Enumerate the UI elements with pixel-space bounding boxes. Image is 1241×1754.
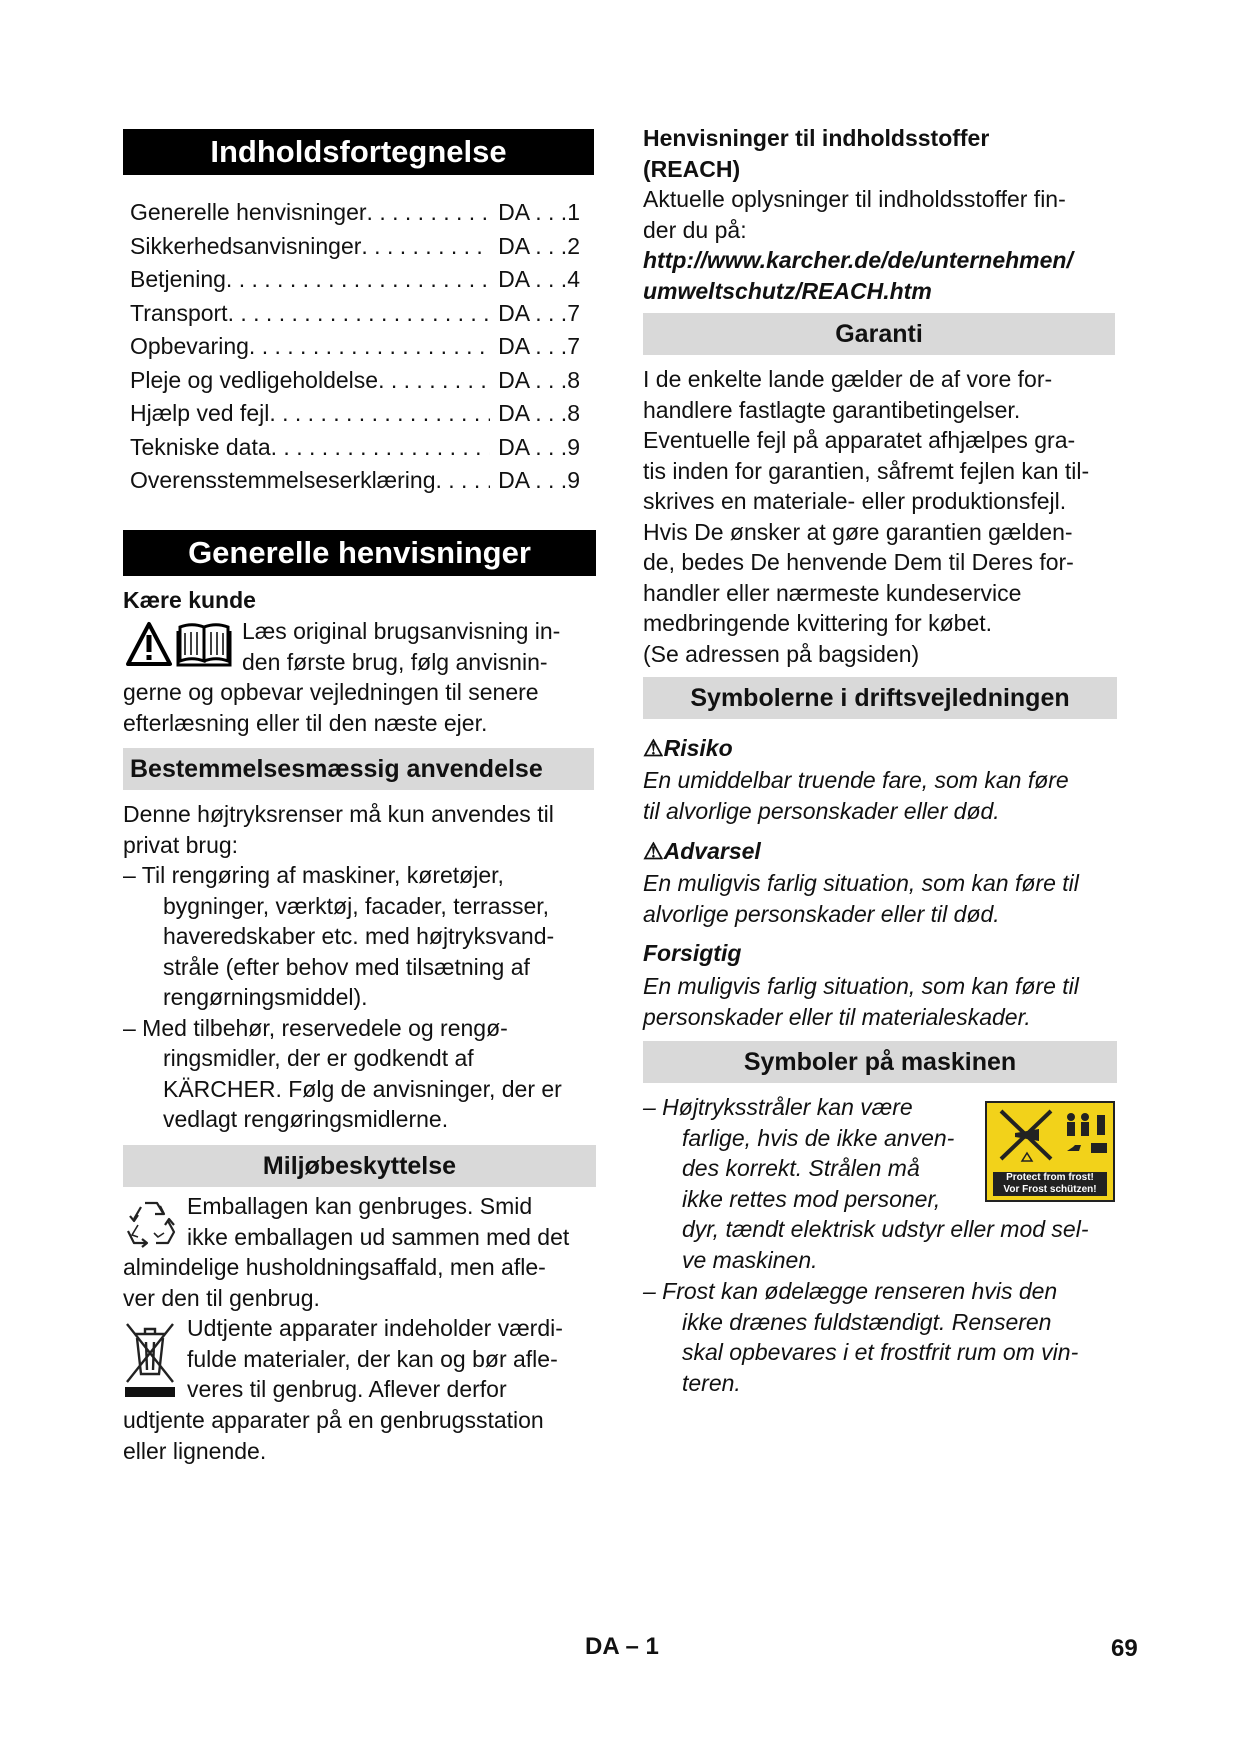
toc-entry[interactable] <box>130 297 580 331</box>
text-line: handlere fastlagte garantibetingelser. <box>643 396 1021 423</box>
toc-heading: Indholdsfortegnelse <box>123 129 594 175</box>
toc-entry[interactable] <box>130 431 580 465</box>
toc-entry-page: DA . . .7 <box>498 333 580 359</box>
text-line: Denne højtryksrenser må kun anvendes til <box>123 801 554 827</box>
text-line: vedlagt rengøringsmidlerne. <box>163 1106 449 1132</box>
intended-use-text <box>123 799 601 1135</box>
toc-entry[interactable] <box>130 230 580 264</box>
sticker-text-1: Protect from frost! <box>993 1172 1107 1184</box>
packaging-text-indented <box>187 1191 607 1252</box>
text-line: En umiddelbar truende fare, som kan føre <box>643 767 1069 793</box>
toc-entry-label: Hjælp ved fejl <box>130 400 270 426</box>
toc-entry-label: Tekniske data <box>130 433 271 460</box>
recycle-icon <box>124 1199 178 1251</box>
toc-leader-dots <box>269 397 490 431</box>
weee-crossed-bin-icon <box>123 1320 177 1400</box>
text-line: Emballagen kan genbruges. Smid <box>187 1193 533 1219</box>
text-line: dyr, tændt elektrisk udstyr eller mod sel- <box>682 1216 1089 1242</box>
text-line: medbringende kvittering for købet. <box>643 610 993 636</box>
text-line: teren. <box>682 1369 741 1396</box>
risk-title: Risiko <box>663 735 733 761</box>
text-line: stråle (efter behov med tilsætning af <box>163 953 530 980</box>
page-number: 69 <box>1111 1635 1138 1662</box>
text-line: udtjente apparater på en genbrugsstation <box>123 1407 544 1433</box>
toc-entry[interactable] <box>130 397 580 431</box>
text-line: skal opbevares i et frostfrit rum om vin- <box>682 1339 1079 1365</box>
toc-entry-label: Betjening <box>130 266 226 292</box>
warning-read-manual-icon <box>126 621 232 669</box>
text-line: I de enkelte lande gælder de af vore for- <box>643 366 1053 392</box>
text-line: (Se adressen på bagsiden) <box>643 640 920 667</box>
text-line: bygninger, værktøj, facader, terrasser, <box>163 892 550 919</box>
frost-warning-sticker <box>985 1101 1115 1202</box>
list-item-first-line: – Med tilbehør, reservedele og rengø- <box>123 1014 508 1041</box>
toc-leader-dots <box>226 263 490 297</box>
text-line: den første brug, følg anvisnin- <box>242 648 548 675</box>
reach-heading <box>643 123 1123 184</box>
text-line: fulde materialer, der kan og bør afle- <box>187 1345 558 1372</box>
toc-leader-dots <box>228 297 491 331</box>
text-line: personskader eller til materialeskader. <box>643 1003 1031 1030</box>
url-line: umweltschutz/REACH.htm <box>643 277 932 304</box>
text-line: efterlæsning eller til den næste ejer. <box>123 709 488 736</box>
warranty-heading: Garanti <box>643 313 1115 355</box>
text-line: til alvorlige personskader eller død. <box>643 797 1000 824</box>
list-item-first-line: – Til rengøring af maskiner, køretøjer, <box>123 862 504 888</box>
toc-entry-label: Generelle henvisninger <box>130 199 367 225</box>
warning-title: Advarsel <box>663 838 761 864</box>
toc-entry-page: DA . . .4 <box>498 266 580 292</box>
reach-text <box>643 184 1123 245</box>
dear-customer-heading: Kære kunde <box>123 587 256 613</box>
toc-entry-page: DA . . .2 <box>498 232 580 259</box>
text-line: de, bedes De henvende Dem til Deres for- <box>643 549 1074 575</box>
text-line: haveredskaber etc. med højtryksvand- <box>163 923 555 949</box>
text-line: veres til genbrug. Aflever derfor <box>187 1376 507 1402</box>
toc-entry[interactable] <box>130 263 580 297</box>
packaging-text <box>123 1252 601 1313</box>
toc-entry-page: DA . . .9 <box>498 467 580 493</box>
text-line: (REACH) <box>643 155 741 182</box>
warranty-text <box>643 364 1123 669</box>
toc-entry-label: Opbevaring <box>130 333 249 359</box>
sticker-text-2: Vor Frost schützen! <box>993 1184 1107 1196</box>
text-line: almindelige husholdningsaffald, men afle- <box>123 1254 546 1280</box>
text-line: des korrekt. Strålen må <box>682 1155 920 1181</box>
general-heading: Generelle henvisninger <box>123 530 596 576</box>
toc-entry-label: Sikkerhedsanvisninger <box>130 232 362 259</box>
weee-text <box>123 1405 601 1466</box>
text-line: Eventuelle fejl på apparatet afhjælpes gra- <box>643 427 1076 453</box>
toc-entry[interactable] <box>130 364 580 398</box>
text-line: der du på: <box>643 216 747 243</box>
toc-leader-dots <box>271 431 491 465</box>
text-line: ikke drænes fuldstændigt. Renseren <box>682 1308 1052 1335</box>
toc-entry-page: DA . . .1 <box>498 199 580 225</box>
text-line: ringsmidler, der er godkendt af <box>163 1045 474 1071</box>
toc-leader-dots <box>435 464 490 498</box>
section-page-number: DA – 1 <box>585 1633 659 1660</box>
risk-text <box>643 765 1123 826</box>
toc-leader-dots <box>361 230 490 264</box>
toc-entry-page: DA . . .8 <box>498 366 580 393</box>
text-line: ve maskinen. <box>682 1246 818 1273</box>
toc-entry[interactable] <box>130 464 580 498</box>
text-line: ver den til genbrug. <box>123 1284 320 1311</box>
machine-symbol-item-2 <box>643 1276 1123 1398</box>
toc-entry-label: Pleje og vedligeholdelse <box>130 366 379 393</box>
warning-triangle-icon: ⚠ <box>643 735 664 761</box>
toc-leader-dots <box>367 196 491 230</box>
warning-heading <box>643 836 761 867</box>
symbols-machine-heading: Symboler på maskinen <box>643 1041 1117 1083</box>
toc-leader-dots <box>378 364 490 398</box>
list-item-first-line: – Højtryksstråler kan være <box>643 1094 913 1120</box>
caution-text <box>643 971 1123 1032</box>
text-line: eller lignende. <box>123 1437 267 1464</box>
text-line: En muligvis farlig situation, som kan føre til <box>643 870 1079 896</box>
text-line: En muligvis farlig situation, som kan føre til <box>643 973 1079 999</box>
toc-entry[interactable] <box>130 330 580 364</box>
text-line: handler eller nærmeste kundeservice <box>643 579 1022 606</box>
text-line: alvorlige personskader eller til død. <box>643 900 1000 927</box>
toc-entry-label: Transport <box>130 299 228 326</box>
text-line: gerne og opbevar vejledningen til senere <box>123 679 539 705</box>
risk-heading <box>643 733 733 764</box>
text-line: ikke rettes mod personer, <box>682 1185 941 1212</box>
text-line: tis inden for garantien, såfremt fejlen kan til- <box>643 457 1090 484</box>
text-line: Henvisninger til indholdsstoffer <box>643 125 990 151</box>
toc-entry-label: Overensstemmelseserklæring <box>130 467 436 493</box>
high-pressure-hazard-icon <box>987 1103 1113 1173</box>
text-line: skrives en materiale- eller produktionsfejl. <box>643 488 1067 514</box>
toc-entry-page: DA . . .7 <box>498 299 580 326</box>
text-line: Udtjente apparater indeholder værdi- <box>187 1315 563 1341</box>
toc-entry-page: DA . . .9 <box>498 433 580 460</box>
toc-entry[interactable] <box>130 196 580 230</box>
symbols-manual-heading: Symbolerne i driftsvejledningen <box>643 677 1117 719</box>
text-line: Aktuelle oplysninger til indholdsstoffer fin- <box>643 186 1066 212</box>
text-line: KÄRCHER. Følg de anvisninger, der er <box>163 1075 562 1102</box>
warning-triangle-icon: ⚠ <box>643 838 664 864</box>
warning-text <box>643 868 1123 929</box>
list-item-first-line: – Frost kan ødelægge renseren hvis den <box>643 1278 1058 1304</box>
table-of-contents <box>130 196 580 498</box>
intended-use-heading: Bestemmelsesmæssig anvendelse <box>123 748 594 790</box>
text-line: privat brug: <box>123 831 239 858</box>
text-line: Læs original brugsanvisning in- <box>242 618 561 644</box>
environment-heading: Miljøbeskyttelse <box>123 1145 596 1187</box>
text-line: rengørningsmiddel). <box>163 984 368 1010</box>
list-item <box>123 860 601 1013</box>
caution-heading: Forsigtig <box>643 940 742 966</box>
toc-entry-page: DA . . .8 <box>498 400 580 426</box>
text-line: Hvis De ønsker at gøre garantien gælden- <box>643 518 1073 545</box>
toc-leader-dots <box>249 330 490 364</box>
reach-url[interactable] <box>643 245 1123 306</box>
list-item <box>123 1013 601 1135</box>
weee-text-indented <box>187 1313 607 1405</box>
text-line: ikke emballagen ud sammen med det <box>187 1223 570 1250</box>
intro-text-indented <box>242 616 602 677</box>
text-line: farlige, hvis de ikke anven- <box>682 1124 955 1151</box>
intro-text <box>123 677 601 738</box>
url-line: http://www.karcher.de/de/unternehmen/ <box>643 247 1073 273</box>
